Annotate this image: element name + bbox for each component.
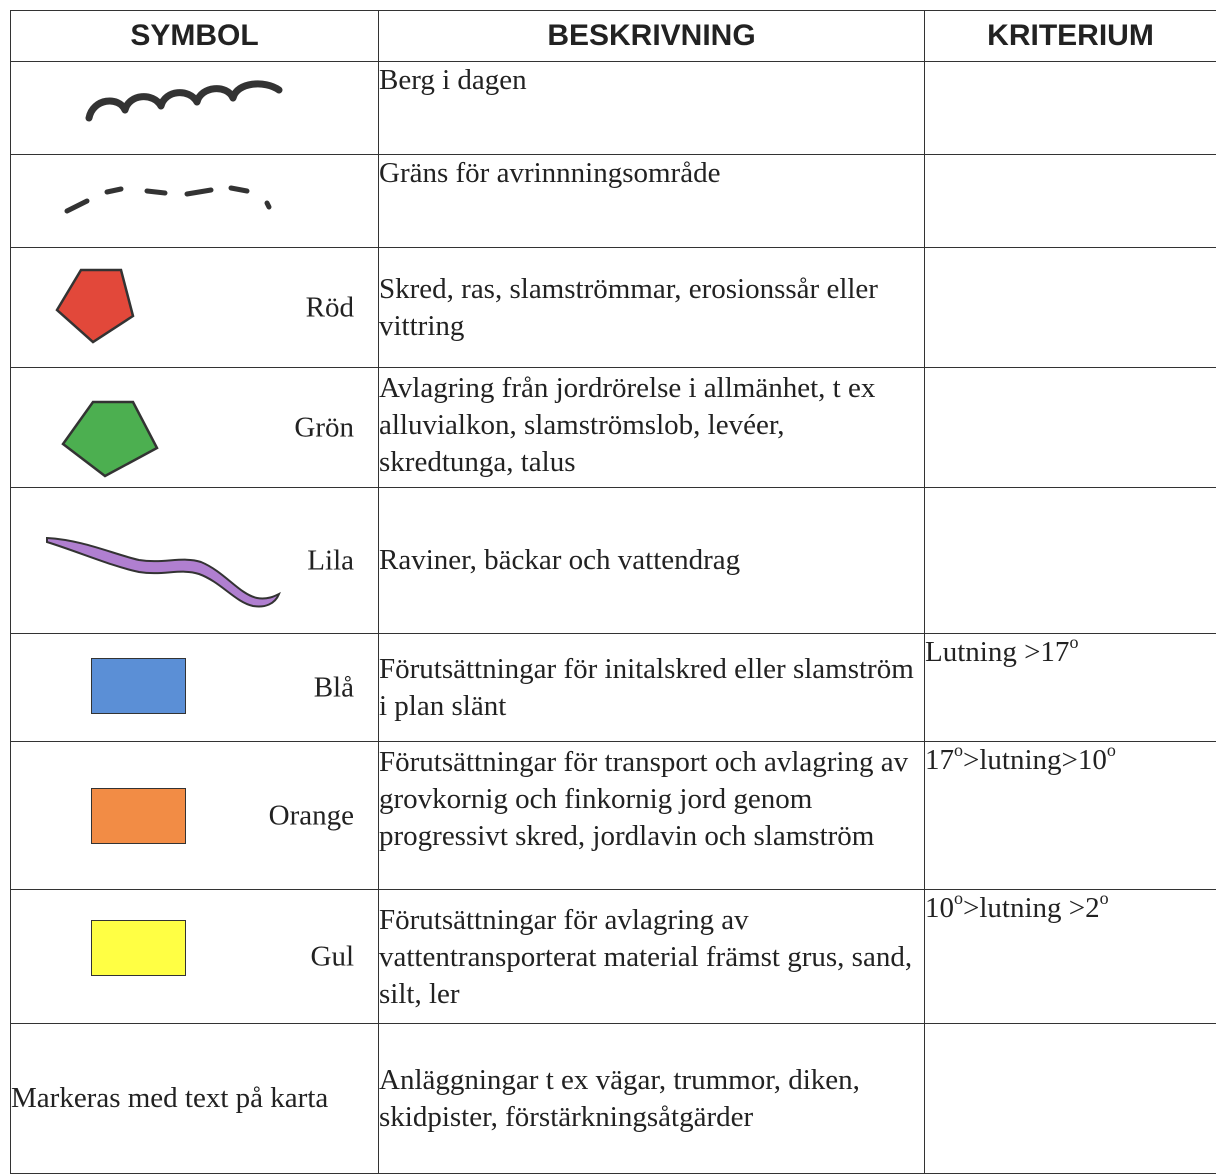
criterion-cell	[925, 155, 1216, 248]
description-cell: Förutsättningar för avlagring av vattentransporterat material främst grus, sand, silt, ler	[379, 890, 925, 1024]
yellow-rectangle-icon	[91, 920, 186, 976]
criterion-cell	[925, 248, 1216, 368]
criterion-cell	[925, 890, 1216, 1024]
description-cell: Förutsättningar för initalskred eller slamström i plan slänt	[379, 634, 925, 742]
criterion-text: 17	[925, 744, 954, 776]
color-label: Gul	[311, 940, 355, 973]
rock-outcrop-icon	[81, 76, 291, 136]
orange-rectangle-icon	[91, 788, 186, 844]
table-row	[11, 742, 1216, 890]
symbol-cell	[11, 62, 379, 155]
color-label: Blå	[314, 671, 354, 704]
purple-stream-icon	[43, 524, 283, 614]
criterion-header: KRITERIUM	[925, 11, 1216, 62]
table-row	[11, 368, 1216, 488]
symbol-cell	[11, 155, 379, 248]
degree-sign: o	[954, 740, 963, 760]
description-cell: Anläggningar t ex vägar, trummor, diken, skidpister, förstärkningsåtgärder	[379, 1024, 925, 1174]
criterion-cell	[925, 368, 1216, 488]
description-cell: Raviner, bäckar och vattendrag	[379, 488, 925, 634]
criterion-cell	[925, 1024, 1216, 1174]
dashed-boundary-icon	[61, 175, 281, 215]
criterion-cell	[925, 742, 1216, 890]
table-row	[11, 248, 1216, 368]
symbol-cell	[11, 368, 379, 488]
green-pentagon-icon	[57, 392, 167, 478]
criterion-text: 10	[925, 892, 954, 924]
description-header: BESKRIVNING	[379, 11, 925, 62]
degree-sign: o	[1100, 888, 1109, 908]
criterion-cell	[925, 62, 1216, 155]
symbol-text-cell: Markeras med text på karta	[11, 1024, 379, 1174]
color-label: Röd	[306, 291, 354, 324]
description-cell: Avlagring från jordrörelse i allmänhet, t ex alluvialkon, slamströmslob, levéer, skredtunga, talus	[379, 368, 925, 488]
description-cell: Gräns för avrinnningsområde	[379, 155, 925, 248]
blue-rectangle-icon	[91, 658, 186, 714]
legend-table	[10, 10, 1216, 1174]
table-row	[11, 62, 1216, 155]
color-label: Grön	[294, 411, 354, 444]
table-row	[11, 1024, 1216, 1174]
degree-sign: o	[1069, 632, 1078, 652]
red-pentagon-icon	[51, 266, 141, 346]
description-cell: Skred, ras, slamströmmar, erosionssår eller vittring	[379, 248, 925, 368]
header-row	[11, 11, 1216, 62]
degree-sign: o	[1107, 740, 1116, 760]
color-label: Lila	[307, 544, 354, 577]
symbol-cell	[11, 634, 379, 742]
criterion-text: >lutning>10	[963, 744, 1107, 776]
criterion-text: >lutning >2	[963, 892, 1100, 924]
symbol-cell	[11, 890, 379, 1024]
color-label: Orange	[269, 799, 354, 832]
description-cell: Berg i dagen	[379, 62, 925, 155]
symbol-cell	[11, 742, 379, 890]
symbol-cell	[11, 488, 379, 634]
criterion-text: Lutning >17	[925, 636, 1069, 668]
criterion-cell	[925, 488, 1216, 634]
table-row	[11, 488, 1216, 634]
criterion-cell	[925, 634, 1216, 742]
degree-sign: o	[954, 888, 963, 908]
description-cell: Förutsättningar för transport och avlagring av grovkornig och finkornig jord genom progressivt skred, jordlavin och slamström	[379, 742, 925, 890]
symbol-header: SYMBOL	[11, 11, 379, 62]
table-row	[11, 890, 1216, 1024]
symbol-cell	[11, 248, 379, 368]
table-row	[11, 634, 1216, 742]
table-row	[11, 155, 1216, 248]
